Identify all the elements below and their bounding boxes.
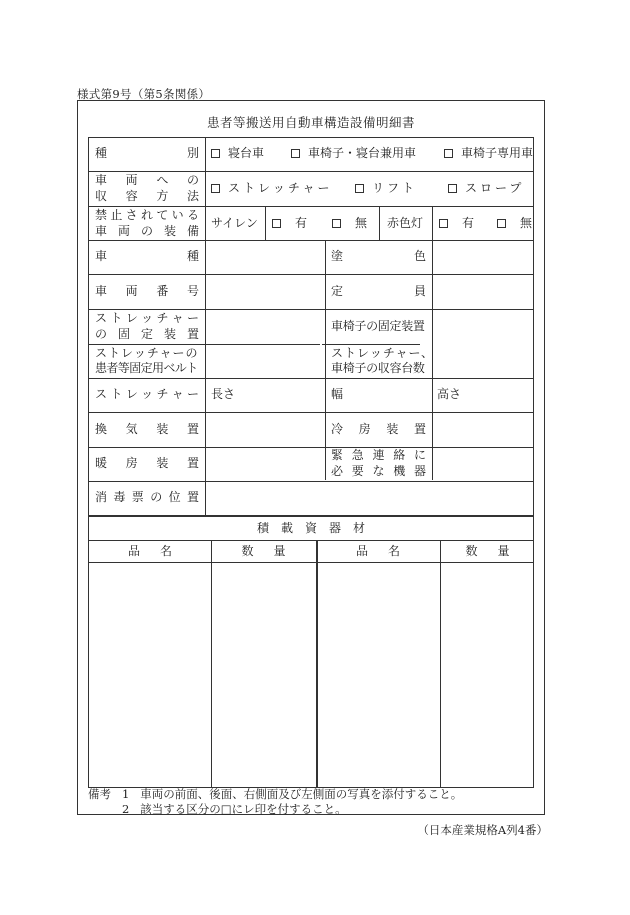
paper-size-note: （日本産業規格A列4番） [417,823,548,837]
label-ventilation: 換気装置 [95,422,199,436]
label-prohibited-1: 禁止されている [95,208,199,222]
row-divider [89,206,533,207]
checkbox-icon[interactable] [439,219,448,228]
col-quantity-2: 数量 [465,544,530,558]
form-frame [77,100,545,815]
checkbox-icon[interactable] [211,149,220,158]
option-red-light-yes[interactable]: 有 [439,216,474,231]
column-divider [440,540,441,788]
label-storage-1: 車両への [95,173,199,187]
col-item-name-1: 品名 [127,544,192,558]
row-divider [89,481,533,482]
note-line-2: 2 該当する区分の□にレ印を付すること。 [121,802,347,816]
column-divider [432,206,433,240]
column-divider [325,240,326,480]
checkbox-icon[interactable] [355,184,364,193]
notes [88,787,462,817]
row-divider [89,274,533,275]
row-divider [89,240,533,241]
label-storage-2: 収容方法 [95,189,199,203]
column-divider [265,206,266,240]
row-divider [89,447,533,448]
label-disinfection: 消毒票の位置 [95,490,199,504]
row-divider [89,540,533,541]
label-cooling: 冷房装置 [331,422,426,436]
label-stretcher-belt-2: 患者等固定用ベルト [95,361,198,375]
option-slope[interactable]: スロープ [448,181,524,196]
col-quantity-1: 数量 [241,544,306,558]
form-title: 患者等搬送用自動車構造設備明細書 [206,115,415,130]
column-divider [211,540,212,788]
row-divider [322,344,420,345]
label-heating: 暖房装置 [95,456,199,470]
row-divider [89,378,533,379]
option-bed-car[interactable]: 寝台車 [211,146,264,161]
equipment-title: 積載資器材 [256,521,377,535]
option-red-light-no[interactable]: 無 [497,216,532,231]
label-type: 種別 [95,146,199,160]
label-siren: サイレン [211,216,258,230]
label-emergency-2: 必要な機器 [331,464,426,478]
section-divider [89,515,533,517]
label-prohibited-2: 車両の装備 [95,224,199,238]
option-stretcher[interactable]: ストレッチャー [211,181,333,196]
label-storage-count-2: 車椅子の収容台数 [331,361,425,375]
row-divider [89,412,533,413]
checkbox-icon[interactable] [448,184,457,193]
label-stretcher-length: 長さ [211,387,236,401]
column-divider [205,138,206,515]
label-vehicle-number: 車両番号 [95,284,199,298]
option-lift[interactable]: リフト [355,181,417,196]
checkbox-icon[interactable] [332,219,341,228]
label-red-light: 赤色灯 [387,216,424,230]
checkbox-icon[interactable] [272,219,281,228]
checkbox-icon[interactable] [291,149,300,158]
column-divider [379,206,380,240]
label-capacity: 定員 [331,284,426,298]
col-item-name-2: 品名 [355,544,420,558]
option-siren-no[interactable]: 無 [332,216,367,231]
label-stretcher-fixing-2: の固定装置 [95,327,199,341]
row-divider [89,171,533,172]
option-wheelchair-car[interactable]: 車椅子専用車 [444,146,533,161]
label-wheelchair-fixing: 車椅子の固定装置 [331,319,425,333]
label-stretcher: ストレッチャー [95,387,199,401]
column-divider [316,540,318,788]
checkbox-icon[interactable] [211,184,220,193]
checkbox-icon[interactable] [444,149,453,158]
form-number-label: 様式第9号（第5条関係） [77,87,211,101]
label-stretcher-fixing-1: ストレッチャー [95,311,199,325]
row-divider [89,562,533,563]
note-line-1: 備考 1 車両の前面、後面、右側面及び左側面の写真を添付すること。 [88,787,463,801]
checkbox-icon[interactable] [497,219,506,228]
option-siren-yes[interactable]: 有 [272,216,307,231]
option-wheelchair-bed-car[interactable]: 車椅子・寝台兼用車 [291,146,416,161]
label-storage-count-1: ストレッチャー、 [331,346,435,360]
label-stretcher-height: 高さ [437,387,462,401]
label-vehicle-model: 車種 [95,249,199,263]
row-divider [89,309,533,310]
label-stretcher-belt-1: ストレッチャーの [95,346,199,360]
label-paint-color: 塗色 [331,249,426,263]
label-emergency-1: 緊急連絡に [331,448,426,462]
label-stretcher-width: 幅 [331,387,344,401]
form-table [88,137,534,788]
